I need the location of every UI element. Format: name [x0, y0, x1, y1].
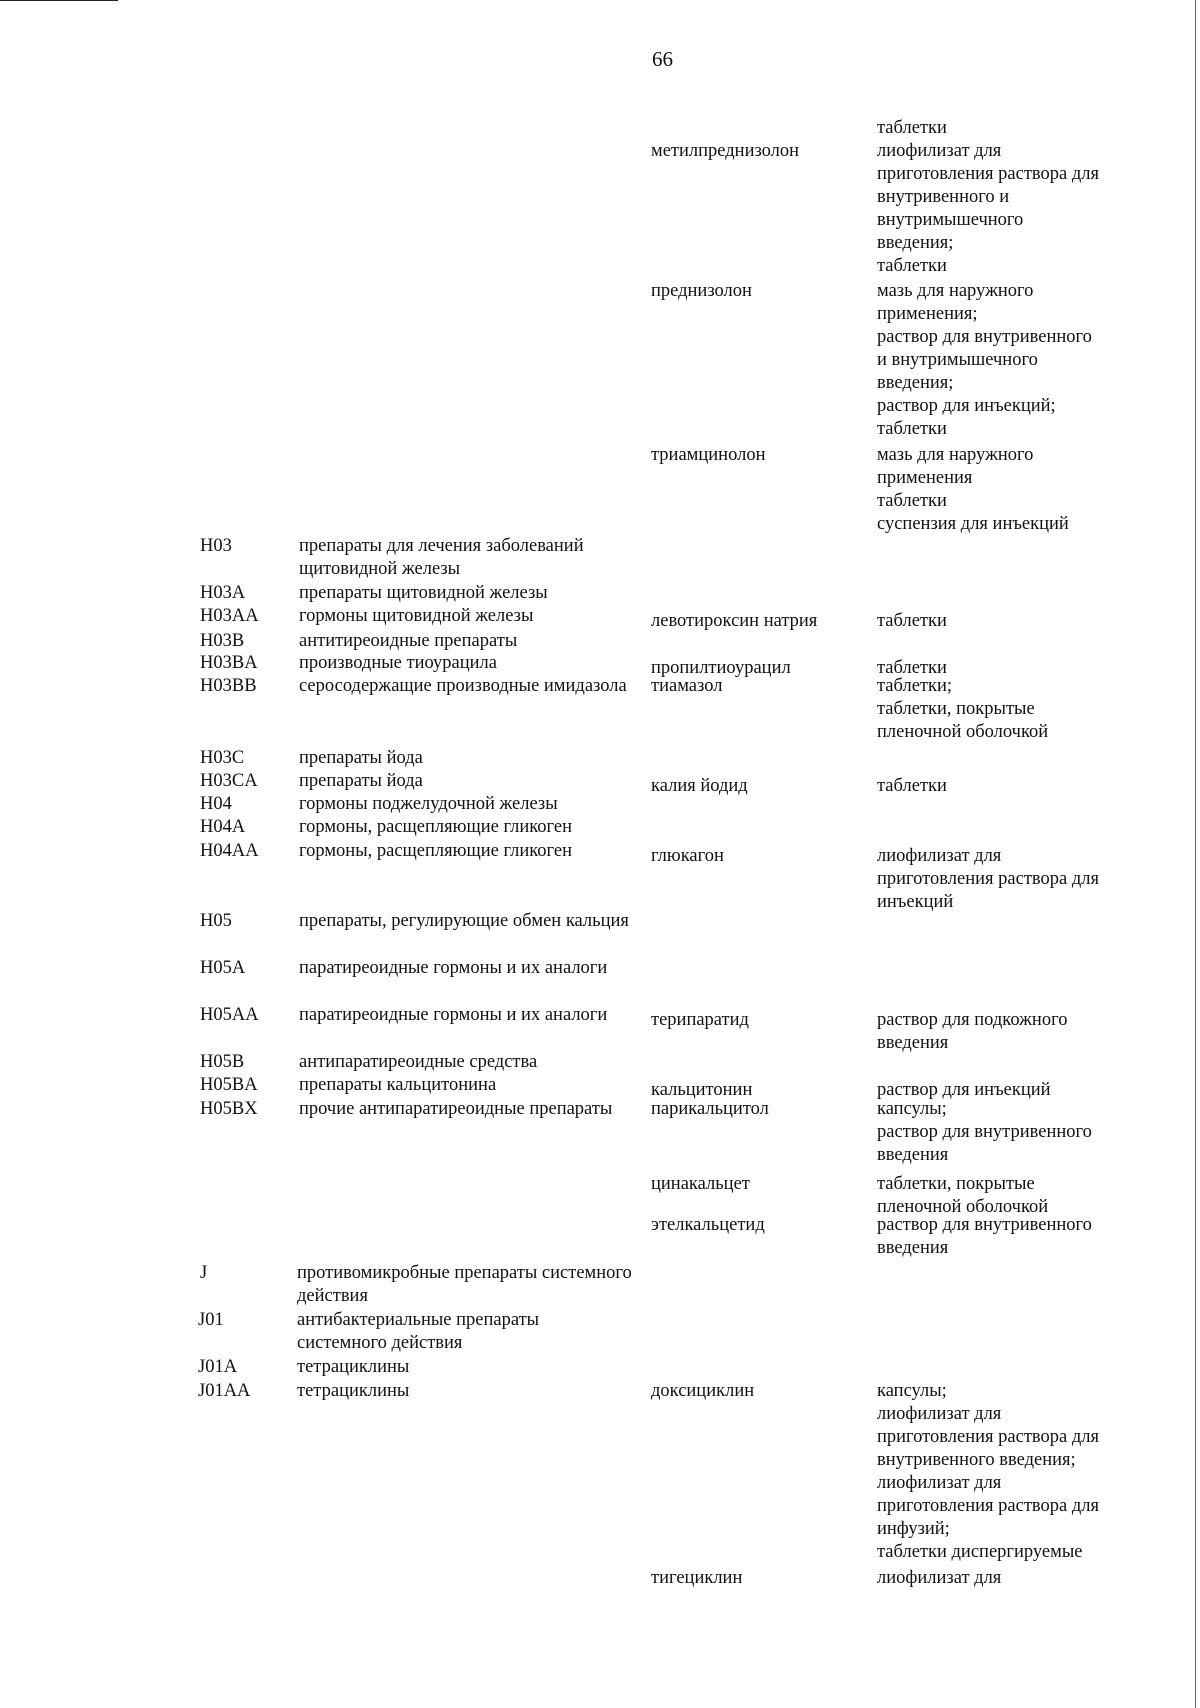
dosage-form-line: внутривенного и: [877, 187, 1010, 207]
atc-code: H03AA: [200, 606, 259, 626]
dosage-form-line: таблетки: [877, 118, 947, 138]
dosage-form-line: введения: [877, 1238, 949, 1258]
dosage-forms: [877, 1009, 1177, 1055]
atc-code: H05AA: [200, 1005, 259, 1025]
dosage-form-line: раствор для внутривенного: [877, 327, 1092, 347]
anatomical-therapeutic-group: гормоны, расщепляющие гликоген: [299, 841, 572, 861]
anatomical-therapeutic-group: гормоны поджелудочной железы: [299, 794, 558, 814]
dosage-form-line: таблетки: [877, 776, 947, 796]
dosage-forms: [877, 610, 1177, 633]
atc-code: H05BA: [200, 1075, 258, 1095]
dosage-form-line: лиофилизат для: [877, 141, 1002, 161]
atc-code: H04AA: [200, 841, 259, 861]
dosage-forms: [877, 117, 1177, 140]
atc-code: H04A: [200, 817, 246, 837]
atc-code: H03A: [200, 583, 246, 603]
atc-code: H03B: [200, 631, 245, 651]
drug-name: этелкальцетид: [651, 1215, 765, 1235]
scan-edge-line: [0, 0, 118, 1]
drug-name: доксициклин: [651, 1381, 755, 1401]
drug-name: левотироксин натрия: [651, 611, 818, 631]
dosage-forms: [877, 140, 1177, 278]
dosage-forms: [877, 675, 1177, 744]
dosage-form-line: таблетки: [877, 419, 947, 439]
atc-code: J01: [198, 1310, 224, 1330]
atc-code: H03BB: [200, 676, 257, 696]
dosage-form-line: приготовления раствора для: [877, 1496, 1099, 1516]
anatomical-therapeutic-group: паратиреоидные гормоны и их аналоги: [299, 958, 608, 978]
atc-code: H04: [200, 794, 232, 814]
dosage-form-line: таблетки;: [877, 676, 953, 696]
dosage-form-line: лиофилизат для: [877, 1404, 1002, 1424]
atc-code: H05: [200, 911, 232, 931]
dosage-form-line: пленочной оболочкой: [877, 722, 1049, 742]
dosage-form-line: внутримышечного: [877, 210, 1024, 230]
anatomical-therapeutic-group: препараты кальцитонина: [299, 1075, 497, 1095]
drug-name: пропилтиоурацил: [651, 658, 791, 678]
dosage-form-line: таблетки, покрытые: [877, 1174, 1035, 1194]
atc-code: J01AA: [198, 1381, 251, 1401]
dosage-form-line: приготовления раствора для: [877, 164, 1099, 184]
dosage-forms: [877, 1173, 1177, 1219]
atc-code: J: [200, 1263, 208, 1283]
dosage-form-line: введения: [877, 1145, 949, 1165]
dosage-form-line: раствор для подкожного: [877, 1010, 1068, 1030]
dosage-form-line: раствор для внутривенного: [877, 1122, 1092, 1142]
dosage-forms: [877, 280, 1177, 441]
dosage-form-line: введения: [877, 1033, 949, 1053]
anatomical-therapeutic-group: противомикробные препараты системного действия: [297, 1263, 632, 1306]
dosage-forms: [877, 1098, 1177, 1167]
drug-name: тигециклин: [651, 1568, 743, 1588]
anatomical-therapeutic-group: препараты щитовидной железы: [299, 583, 548, 603]
anatomical-therapeutic-group: антипаратиреоидные средства: [299, 1052, 538, 1072]
anatomical-therapeutic-group: препараты для лечения заболеваний щитовидной железы: [299, 536, 584, 579]
dosage-form-line: лиофилизат для: [877, 846, 1002, 866]
atc-code: H03: [200, 536, 232, 556]
anatomical-therapeutic-group: серосодержащие производные имидазола: [299, 676, 627, 696]
anatomical-therapeutic-group: тетрациклины: [297, 1381, 410, 1401]
page-number: 66: [652, 47, 673, 71]
dosage-form-line: капсулы;: [877, 1381, 947, 1401]
atc-code: H03CA: [200, 771, 258, 791]
anatomical-therapeutic-group: паратиреоидные гормоны и их аналоги: [299, 1005, 608, 1025]
dosage-form-line: суспензия для инъекций: [877, 514, 1069, 534]
dosage-form-line: приготовления раствора для: [877, 1427, 1099, 1447]
anatomical-therapeutic-group: антибактериальные препараты системного действия: [297, 1310, 540, 1353]
dosage-forms: [877, 1567, 1177, 1590]
anatomical-therapeutic-group: гормоны, расщепляющие гликоген: [299, 817, 572, 837]
dosage-form-line: введения;: [877, 233, 954, 253]
anatomical-therapeutic-group: препараты йода: [299, 748, 423, 768]
dosage-form-line: капсулы;: [877, 1099, 947, 1119]
atc-code: H05A: [200, 958, 246, 978]
dosage-form-line: таблетки, покрытые: [877, 699, 1035, 719]
dosage-form-line: мазь для наружного: [877, 445, 1034, 465]
dosage-form-line: мазь для наружного: [877, 281, 1034, 301]
dosage-form-line: применения;: [877, 304, 978, 324]
drug-name: метилпреднизолон: [651, 141, 800, 161]
dosage-form-line: раствор для внутривенного: [877, 1215, 1092, 1235]
dosage-form-line: таблетки: [877, 658, 947, 678]
dosage-form-line: раствор для инъекций: [877, 1080, 1051, 1100]
dosage-form-line: лиофилизат для: [877, 1473, 1002, 1493]
dosage-form-line: инъекций: [877, 892, 954, 912]
drug-name: тиамазол: [651, 676, 723, 696]
anatomical-therapeutic-group: гормоны щитовидной железы: [299, 606, 534, 626]
dosage-forms: [877, 1380, 1177, 1564]
dosage-form-line: применения: [877, 468, 973, 488]
anatomical-therapeutic-group: тетрациклины: [297, 1357, 410, 1377]
atc-code: H03C: [200, 748, 245, 768]
dosage-form-line: пленочной оболочкой: [877, 1197, 1049, 1217]
dosage-form-line: таблетки: [877, 256, 947, 276]
dosage-form-line: приготовления раствора для: [877, 869, 1099, 889]
dosage-form-line: таблетки: [877, 611, 947, 631]
drug-name: кальцитонин: [651, 1080, 753, 1100]
anatomical-therapeutic-group: препараты, регулирующие обмен кальция: [299, 911, 629, 931]
dosage-form-line: лиофилизат для: [877, 1568, 1002, 1588]
dosage-form-line: и внутримышечного: [877, 350, 1038, 370]
anatomical-therapeutic-group: прочие антипаратиреоидные препараты: [299, 1099, 613, 1119]
dosage-form-line: раствор для инъекций;: [877, 396, 1056, 416]
anatomical-therapeutic-group: препараты йода: [299, 771, 423, 791]
dosage-forms: [877, 1214, 1177, 1260]
atc-code: H05BX: [200, 1099, 258, 1119]
dosage-form-line: таблетки: [877, 491, 947, 511]
dosage-form-line: введения;: [877, 373, 954, 393]
dosage-forms: [877, 775, 1177, 798]
dosage-form-line: таблетки диспергируемые: [877, 1542, 1083, 1562]
drug-name: триамцинолон: [651, 445, 766, 465]
dosage-forms: [877, 845, 1177, 914]
drug-name: парикальцитол: [651, 1099, 769, 1119]
drug-name: терипаратид: [651, 1010, 749, 1030]
dosage-forms: [877, 444, 1177, 536]
drug-name: глюкагон: [651, 846, 724, 866]
anatomical-therapeutic-group: антитиреоидные препараты: [299, 631, 518, 651]
drug-name: цинакальцет: [651, 1174, 750, 1194]
anatomical-therapeutic-group: производные тиоурацила: [299, 653, 497, 673]
dosage-form-line: внутривенного введения;: [877, 1450, 1076, 1470]
drug-name: преднизолон: [651, 281, 752, 301]
atc-code: J01A: [198, 1357, 238, 1377]
atc-code: H05B: [200, 1052, 245, 1072]
scan-edge-line: [1195, 0, 1196, 1708]
drug-name: калия йодид: [651, 776, 748, 796]
atc-code: H03BA: [200, 653, 258, 673]
dosage-form-line: инфузий;: [877, 1519, 950, 1539]
